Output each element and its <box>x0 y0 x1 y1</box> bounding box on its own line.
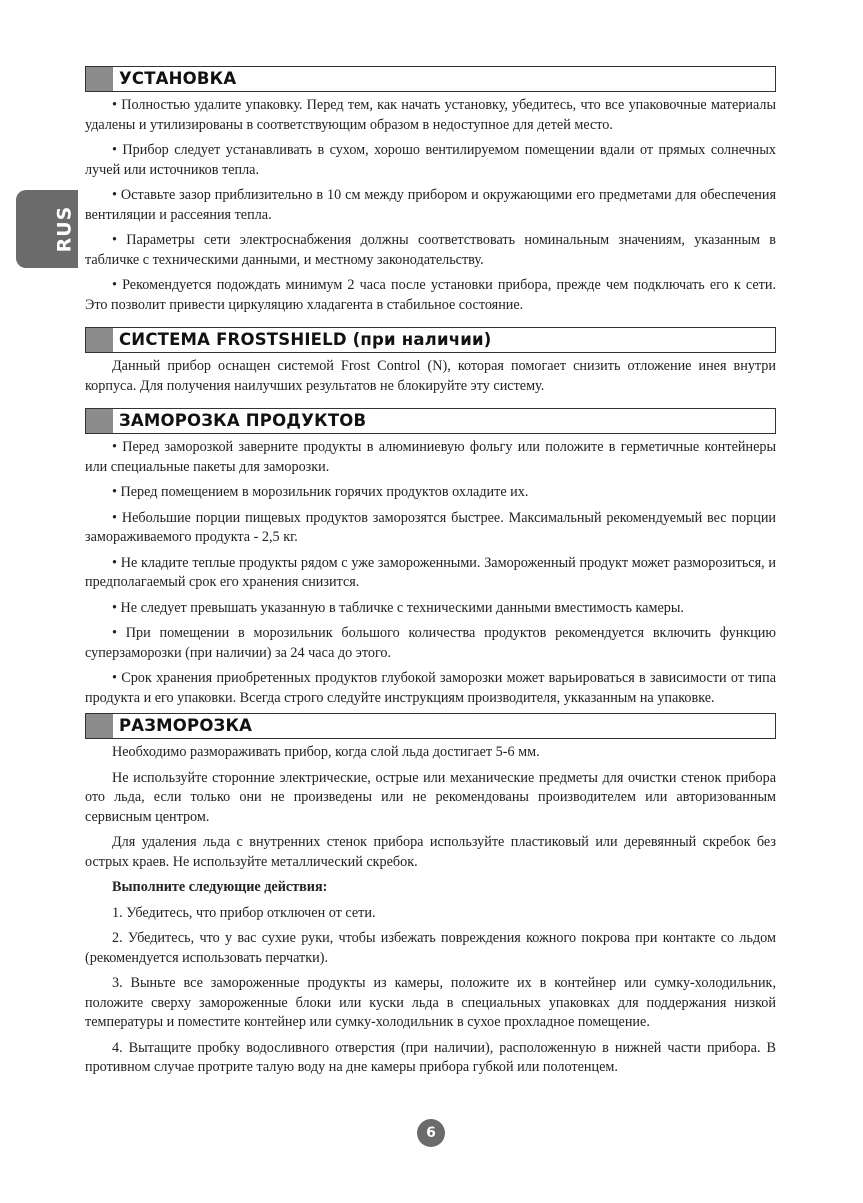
section-heading-frostshield <box>85 327 776 353</box>
paragraph: • При помещении в морозильник большого количества продуктов рекомендуется включить функцию суперзаморозки (при наличии) за 24 часа до этого. <box>85 625 776 661</box>
page-content <box>85 66 776 1084</box>
paragraph: Необходимо размораживать прибор, когда слой льда достигает 5-6 мм. <box>112 744 540 760</box>
paragraph: • Не следует превышать указанную в табличке с техническими данными вместимость камеры. <box>112 599 684 616</box>
heading-bar <box>86 409 113 433</box>
page-number: 6 <box>426 1125 436 1141</box>
paragraph: • Полностью удалите упаковку. Перед тем, как начать установку, убедитесь, что все упаковочные материалы удалены и утилизированы в соответствующим образом в недоступное для детей место. <box>85 97 776 133</box>
paragraph: • Рекомендуется подождать минимум 2 часа после установки прибора, прежде чем подключать его к сети. Это позволит привести циркуляцию хладагента в стабильное состояние. <box>85 277 776 313</box>
language-tab <box>16 190 78 268</box>
language-tab-label: RUS <box>53 205 75 253</box>
paragraph: • Перед заморозкой заверните продукты в алюминиевую фольгу или положите в герметичные контейнеры или специальные пакеты для заморозки. <box>85 439 776 475</box>
paragraph: • Перед помещением в морозильник горячих продуктов охладите их. <box>112 484 529 500</box>
section-title: СИСТЕМА FROSTSHIELD (при наличии) <box>119 330 492 349</box>
paragraph: • Прибор следует устанавливать в сухом, хорошо вентилируемом помещении вдали от прямых солнечных лучей или источников тепла. <box>85 142 776 178</box>
paragraph: • Небольшие порции пищевых продуктов заморозятся быстрее. Максимальный рекомендуемый вес порции замораживаемого продукта - 2,5 кг. <box>85 509 776 545</box>
heading-bar <box>86 328 113 352</box>
paragraph: • Не кладите теплые продукты рядом с уже замороженными. Замороженный продукт может разморозиться, и предполагаемый срок его хранения снизится. <box>85 554 776 590</box>
section-heading-freezing <box>85 408 776 434</box>
paragraph: • Срок хранения приобретенных продуктов глубокой заморозки может варьироваться в зависимости от типа продукта и его упаковки. Всегда строго следуйте инструкциям производителя, укказанным на упаковке. <box>85 670 776 706</box>
paragraph: Данный прибор оснащен системой Frost Control (N), которая помогает снизить отложение инея внутри корпуса. Для получения наилучших результатов не блокируйте эту систему. <box>85 358 776 394</box>
page-number-badge <box>417 1119 445 1147</box>
paragraph: Для удаления льда с внутренних стенок прибора используйте пластиковый или деревянный скребок без острых краев. Не используйте металлический скребок. <box>85 834 776 870</box>
paragraph: • Параметры сети электроснабжения должны соответствовать номинальным значениям, указанным в табличке с техническими данными, и местному законодательству. <box>85 232 776 268</box>
step-item: 3. Выньте все замороженные продукты из камеры, положите их в контейнер или сумку-холодильник, положите сверху замороженные блоки или куски льда в специальных упаковках для поддержания низкой температуры и поместите контейнер или сумку-холодильник в сухое прохладное помещение. <box>85 975 776 1030</box>
steps-heading: Выполните следующие действия: <box>112 879 328 895</box>
step-item: 1. Убедитесь, что прибор отключен от сети. <box>112 904 376 921</box>
section-title: ЗАМОРОЗКА ПРОДУКТОВ <box>119 411 367 430</box>
paragraph: Не используйте сторонние электрические, острые или механические предметы для очистки стенок прибора ото льда, если только они не произведены или не рекомендованы производителем или авторизованным сервисным центром. <box>85 769 776 825</box>
section-heading-defrosting <box>85 713 776 739</box>
section-title: РАЗМОРОЗКА <box>119 716 253 735</box>
section-title: УСТАНОВКА <box>119 69 237 88</box>
paragraph: • Оставьте зазор приблизительно в 10 см между прибором и окружающими его предметами для обеспечения вентиляции и рассеяния тепла. <box>85 187 776 223</box>
heading-bar <box>86 67 113 91</box>
step-item: 2. Убедитесь, что у вас сухие руки, чтобы избежать повреждения кожного покрова при контакте со льдом (рекомендуется использовать перчатки). <box>85 930 776 966</box>
step-item: 4. Вытащите пробку водосливного отверстия (при наличии), расположенную в нижней части прибора. В противном случае протрите талую воду на дне камеры прибора губкой или полотенцем. <box>85 1039 776 1075</box>
heading-bar <box>86 714 113 738</box>
section-heading-installation <box>85 66 776 92</box>
